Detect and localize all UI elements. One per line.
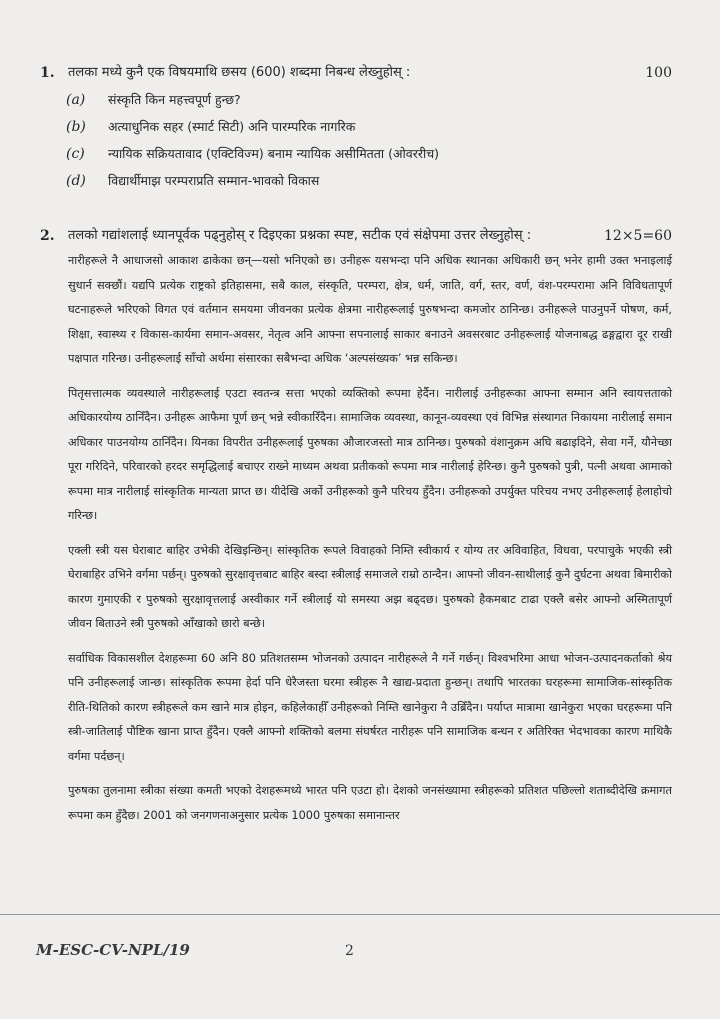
option-text: विद्यार्थीमाझ परम्पराप्रति सम्मान-भावको विकास [108, 173, 320, 188]
question-1-marks: 100 [645, 65, 672, 81]
question-2-marks: 12×5=60 [604, 228, 672, 244]
option-a [66, 92, 672, 108]
question-1-number: 1. [40, 65, 55, 81]
option-label: (d) [66, 173, 86, 189]
option-b [66, 119, 672, 135]
passage-paragraph-3: एक्ली स्त्री यस घेराबाट बाहिर उभेकी देखिइन्छिन्। सांस्कृतिक रूपले विवाहको निम्ति स्वीकार्य र योग्य तर अविवाहित, विधवा, परपाचुके भएकी स्त्री घेराबाहिर उभिने वर्गमा पर्छन्। पुरुषको सुरक्षावृत्तबाट बाहिर बस्दा स्त्रीलाई समाजले राम्रो ठान्दैन। आफ्नो जीवन-साथीलाई कुनै दुर्घटना अथवा बिमारीको कारण गुमाएकी र पुरुषको सुरक्षावृत्तलाई अस्वीकार गर्ने स्त्रीलाई यो समस्या अझ बढ्दछ। पुरुषको हैकमबाट टाढा एक्लै बसेर आफ्नो अस्मितापूर्ण जीवन बिताउने स्त्री पुरुषको आँखाको छारो बन्छे। [68, 543, 672, 630]
page-number: 2 [345, 943, 354, 959]
question-2 [40, 227, 672, 828]
question-1 [40, 64, 672, 200]
option-text: अत्याधुनिक सहर (स्मार्ट सिटी) अनि पारम्परिक नागरिक [108, 119, 356, 134]
option-label: (b) [66, 119, 86, 135]
passage [40, 249, 672, 828]
passage-paragraph-2: पितृसत्तात्मक व्यवस्थाले नारीहरूलाई एउटा स्वतन्त्र सत्ता भएको व्यक्तिको रूपमा हेर्दैन। नारीलाई उनीहरूका आफ्ना सम्मान अनि स्वायत्तताको अधिकारयोग्य ठानिँदैन। उनीहरू आफैमा पूर्ण छन् भन्ने स्वीकारिँदैन। सामाजिक व्यवस्था, कानून-व्यवस्था एवं विभिन्न संस्थागत निकायमा नारीलाई समान अधिकार पाउनयोग्य ठानिँदैन। यिनका विपरीत उनीहरूलाई पुरुषका औजारजस्तो मात्र ठानिन्छ। पुरुषको वंशानुक्रम अघि बढाइदिने, सेवा गर्ने, यौनेच्छा पूरा गरिदिने, परिवारको हरदर समृद्धिलाई बचाएर राख्ने माध्यम अथवा प्रतीकको रूपमा मात्र नारीलाई हेरिन्छ। कुनै पुरुषको पुत्री, पत्नी अथवा आमाको रूपमा मात्र नारीलाई सांस्कृतिक मान्यता प्राप्त छ। यीदेखि अर्को उनीहरूको कुनै परिचय हुँदैन। उनीहरूको उपर्युक्त परिचय नभए उनीहरूलाई हेलाहोचो गरिन्छ। [68, 386, 672, 522]
question-2-header [40, 227, 672, 245]
option-label: (c) [66, 146, 85, 162]
option-text: संस्कृति किन महत्त्वपूर्ण हुन्छ? [108, 92, 241, 107]
question-1-text: तलका मध्ये कुनै एक विषयमाथि छसय (600) शब्दमा निबन्ध लेख्नुहोस् : [68, 65, 411, 80]
footer-divider [0, 914, 720, 915]
passage-paragraph-4: सर्वाधिक विकासशील देशहरूमा 60 अनि 80 प्रतिशतसम्म भोजनको उत्पादन नारीहरूले नै गर्ने गर्छन्। विश्वभरिमा आधा भोजन-उत्पादनकर्ताको श्रेय पनि उनीहरूलाई जान्छ। सांस्कृतिक रूपमा हेर्दा पनि धेरैजस्ता घरमा स्त्रीहरू नै खाद्य-प्रदाता हुन्छन्। तथापि भारतका घरहरूमा सामाजिक-सांस्कृतिक रीति-थितिको कारण स्त्रीहरूले कम खाने मात्र होइन, कहिलेकाहीँ उनीहरूको निम्ति खानेकुरा नै उब्रिँदैन। पर्याप्त मात्रामा खानेकुरा भएका घरहरूमा पनि स्त्री-जातिलाई पौष्टिक खाना प्राप्त हुँदैन। एक्लै आफ्नो शक्तिको बलमा संघर्षरत नारीहरू पनि सामाजिक बन्धन र अतिरिक्त भेदभावका कारण माथिकै वर्गमा पर्दछन्। [68, 651, 672, 763]
question-2-text: तलको गद्यांशलाई ध्यानपूर्वक पढ्नुहोस् र दिइएका प्रश्नका स्पष्ट, सटीक एवं संक्षेपमा उत्तर लेख्नुहोस् : [68, 228, 532, 243]
passage-paragraph-5: पुरुषका तुलनामा स्त्रीका संख्या कमती भएको देशहरूमध्ये भारत पनि एउटा हो। देशको जनसंख्यामा स्त्रीहरूको प्रतिशत पछिल्लो शताब्दीदेखि क्रमागत रूपमा कम हुँदैछ। 2001 को जनगणनाअनुसार प्रत्येक 1000 पुरुषका समानान्तर [68, 784, 672, 822]
option-text: न्यायिक सक्रियतावाद (एक्टिविज्म) बनाम न्यायिक असीमितता (ओवररीच) [108, 146, 440, 161]
question-2-number: 2. [40, 228, 55, 244]
paper-code: M-ESC-CV-NPL/19 [36, 941, 190, 959]
option-c [66, 146, 672, 162]
option-d [66, 173, 672, 189]
question-1-options [66, 92, 672, 189]
passage-paragraph-1: नारीहरूले नै आधाजसो आकाश ढाकेका छन्—यसो भनिएको छ। उनीहरू यसभन्दा पनि अधिक स्थानका अधिकारी छन् भनेर हामी उक्त भनाइलाई सुधार्न सक्छौं। यद्यपि प्रत्येक राष्ट्रको इतिहासमा, सबै काल, संस्कृति, परम्परा, क्षेत्र, धर्म, जाति, वर्ग, स्तर, वर्ण, वंश-परम्परामा अनि विविधतापूर्ण घटनाहरूले भरिएको विगत एवं वर्तमान समयमा जीवनका प्रत्येक क्षेत्रमा नारीहरूलाई पुरुषभन्दा कमजोर ठानिन्छ। उनीहरूले पाउनुपर्ने पोषण, कर्म, शिक्षा, स्वास्थ्य र विकास-कार्यमा समान-अवसर, नेतृत्व अनि आफ्ना सपनालाई साकार बनाउने अवसरबाट उनीहरूलाई योजनाबद्ध ढङ्गद्वारा दूर राखी पक्षपात गरिन्छ। उनीहरूलाई साँचो अर्थमा संसारका सबैभन्दा अधिक ‘अल्पसंख्यक’ भन्न सकिन्छ। [68, 254, 672, 365]
option-label: (a) [66, 92, 86, 108]
question-1-header [40, 64, 672, 82]
